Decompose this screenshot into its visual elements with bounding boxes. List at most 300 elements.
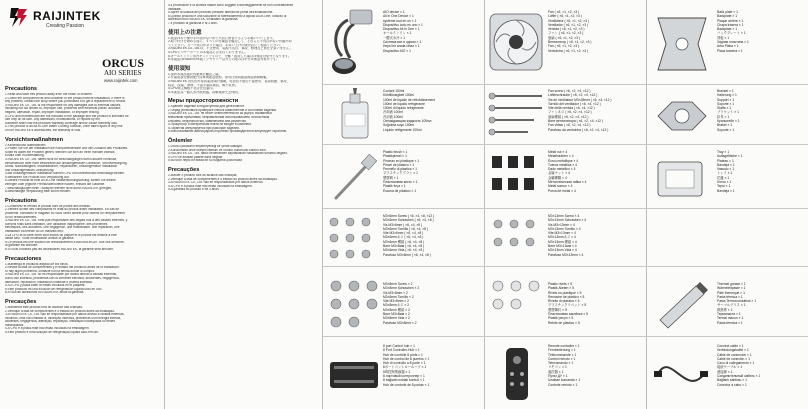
text-line: 5.Ce produit est une solution de refroidissement à eau tout-en-un. Une fois démonté, bbox=[5, 240, 125, 244]
text-line: 5.Este producto es una solución de refrigeración líquida todo en uno. bbox=[5, 287, 103, 291]
text-line: 6.Использование аксессуаров сторонних производителей аннулирует гарантию. bbox=[168, 130, 288, 134]
parts-nut-list bbox=[548, 150, 587, 193]
text-line: 8.Beschädigte Verpackung bitte sofort melden. bbox=[5, 190, 71, 194]
raijintek-logo-icon bbox=[8, 6, 30, 28]
section-title: Precautions bbox=[5, 86, 38, 92]
part-label: Пластиковая заклёпка × 5 bbox=[548, 312, 588, 317]
part-label: 遙控器 × 1 bbox=[548, 369, 564, 374]
part-label: Suporte × 1 bbox=[717, 127, 735, 132]
control-hub-illustration bbox=[326, 344, 382, 400]
parts-m3-screw-b-list bbox=[548, 214, 586, 257]
coolant-bottle-illustration bbox=[334, 88, 380, 140]
product-name: ORCUS bbox=[102, 56, 145, 70]
part-label: Remache de plástico × 5 bbox=[548, 294, 585, 299]
text-line: 3.A RAIJINTEK Co., Ltd. não se responsabiliza por danos externos. bbox=[168, 181, 264, 185]
part-label: Escova de plástico × 1 bbox=[383, 188, 417, 193]
part-label: Пластиковая кисть × 1 bbox=[383, 180, 418, 185]
fan-illustration bbox=[488, 6, 546, 80]
text-line: 3.RAIJINTEK 對於因外部因素造成的損壞，包括但不限於不當使用、電源問題、事故、 bbox=[168, 79, 290, 83]
row-divider bbox=[323, 336, 808, 337]
text-line: acidentes, negligência, alteração, reparação, instalação inadequada ou testes bbox=[5, 320, 116, 324]
section-title: Precauciones bbox=[5, 255, 42, 262]
part-label: 連接線 × 1 bbox=[717, 369, 733, 374]
part-label: Hub di controllo a 8 porte × 1 bbox=[383, 361, 426, 366]
part-label: Metal nut × 4 bbox=[548, 150, 568, 154]
part-label: Vassoio × 1 bbox=[717, 167, 735, 172]
part-label: Rebite de plástico × 5 bbox=[548, 320, 580, 325]
text-line: 3.RAIJINTEK Co., Ltd. is not responsible for any damages due to external causes, bbox=[5, 103, 122, 107]
part-label: Auflagefläche × 1 bbox=[717, 154, 743, 159]
text-line: 4.Процессор и материнская плата не входят в комплект. bbox=[168, 123, 252, 127]
part-label: M3×6mmネジ ( ×6, ×4, ×8 ) bbox=[383, 235, 424, 240]
part-label: M3×6mm 螺絲 ( ×6, ×4, ×8 ) bbox=[383, 239, 425, 244]
text-line: 疏忽、改裝、維修、不當安裝或測試，概不負責。 bbox=[168, 83, 239, 87]
part-label: Soporte × 1 bbox=[717, 101, 735, 106]
part-label: Охлаждающая жидкость 100мл bbox=[383, 119, 432, 124]
part-label: Plastik perçin × 5 bbox=[548, 316, 574, 321]
part-label: Pincel de plástico × 1 bbox=[383, 162, 415, 167]
part-label: Bracket × 1 bbox=[717, 89, 734, 93]
parts-coolant-list bbox=[383, 89, 435, 132]
section-title: 使用上の注意 bbox=[168, 29, 202, 36]
text-line: случаем, небрежностью, изменением или ремонтом. bbox=[168, 119, 247, 123]
part-label: Back plate × 1 bbox=[717, 10, 738, 14]
part-label: Vite della ventola ( ×6, ×4, ×12 ) bbox=[548, 106, 595, 111]
part-label: 接続ケーブル × 1 bbox=[717, 365, 743, 370]
text-line: installate. bbox=[168, 7, 182, 11]
text-line: 3.RAIJINTEK Co., Ltd. harici nedenlerden kaynaklanan hasarlardan sorumlu değildir. bbox=[168, 152, 288, 156]
text-line: Si hay algún problema, contacte con la tienda donde lo compró. bbox=[5, 269, 96, 273]
part-label: Dispositivo All in One × 1 bbox=[383, 27, 420, 32]
part-label: 風扇螺絲 ( ×6, ×2, ×4, ×12 ) bbox=[548, 114, 589, 119]
part-label: Parafuso M3×13mm × 4 bbox=[548, 252, 584, 257]
part-label: Соединительный кабель × 1 bbox=[717, 374, 761, 379]
part-label: Rivetto di plastica × 5 bbox=[548, 299, 580, 304]
text-line: 3.RAIJINTEK Co., Ltd. haftet nicht für Beschädigungen durch äußere Einflüsse, bbox=[5, 157, 118, 161]
part-label: Conector a cabo × 1 bbox=[717, 382, 747, 387]
part-label: Tray × 1 bbox=[717, 150, 730, 154]
part-label: Металлическая гайка × 4 bbox=[548, 180, 587, 185]
column-divider bbox=[484, 0, 485, 409]
part-label: Staffa × 1 bbox=[717, 106, 732, 111]
part-label: Braket × 1 bbox=[717, 123, 733, 128]
part-label: Plaque arrière × 1 bbox=[717, 18, 744, 23]
part-label: Thermal grease × 1 bbox=[717, 282, 746, 286]
part-label: All in One Device × 1 bbox=[383, 14, 414, 19]
brand-name: RAIJINTEK bbox=[33, 9, 101, 23]
text-line: électriques, des accidents, une négligence, une modification, une réparation, une bbox=[5, 226, 120, 230]
text-line: 5.本產品為一體式水冷散熱器，拆解後即失去保固。 bbox=[168, 90, 241, 94]
text-line: 6.本製品はRAIJINTEK製アクセサリー以外との組み合わせは保証対象外です。 bbox=[168, 58, 280, 62]
text-line: 2.Verifique a lista de componentes e o estado do produto antes da instalação. bbox=[168, 177, 278, 181]
text-line: 2.安裝前請先檢查配件清單與產品狀態，如有任何問題請與經銷商聯繫。 bbox=[168, 76, 270, 80]
text-line: 1.製品はお子様の手の届かない所で大切に保管するようお願いいたします。 bbox=[168, 36, 276, 40]
part-label: Ventoinha ( ×6, ×1, ×2, ×3 ) bbox=[548, 48, 589, 53]
text-line: 1.Mantenha este produto fora do alcance das crianças. bbox=[5, 305, 83, 309]
text-line: 1.Kinderschutz aufbewahren. bbox=[5, 143, 47, 147]
part-label: Fernbedienung × 1 bbox=[548, 348, 576, 353]
text-line: 7.Il prodotto di garanzia è di 3 anni. bbox=[168, 21, 218, 25]
part-label: ファンネジ ( ×6, ×2, ×4, ×12 ) bbox=[548, 110, 592, 115]
part-label: Support × 1 bbox=[717, 97, 735, 102]
part-label: Rivets en plastique × 5 bbox=[548, 290, 582, 295]
part-label: Lüfter ( ×6, ×1, ×2, ×3 ) bbox=[548, 14, 582, 19]
text-line: einschließlich aber nicht beschränkt auf unsachgemäßen Gebrauch, Stromversorgung, bbox=[5, 161, 128, 165]
part-label: M3×6mm Vida ( ×6, ×4, ×8 ) bbox=[383, 248, 425, 253]
column-divider bbox=[646, 0, 647, 409]
text-line: てください。万一不具合があった場合、お買い上げの販売店にご相談ください。 bbox=[168, 43, 283, 47]
part-label: Porca de metal × 4 bbox=[548, 188, 576, 193]
m3-screw-13mm-illustration bbox=[488, 214, 548, 264]
part-label: Hub de contrôle 8 ports × 1 bbox=[383, 352, 423, 357]
text-line: 6.Si vous n'utilisez pas les accessoires RAIJINTEK, la garantie sera annulée. bbox=[5, 247, 114, 251]
text-line: 1.Manter o produto fora do alcance das crianças. bbox=[168, 174, 238, 177]
part-label: M3×8mm Vida × 2 bbox=[383, 316, 410, 321]
part-label: Pinceau en plastique × 1 bbox=[383, 158, 420, 163]
part-label: Metal somun × 4 bbox=[548, 184, 573, 189]
part-label: Connect cable × 1 bbox=[717, 344, 744, 348]
text-line: 3.RAIJINTEK Co., Ltd. не несёт ответственности за ущерб, вызванный bbox=[168, 112, 272, 116]
part-label: 散熱膏 × 1 bbox=[717, 307, 733, 312]
text-line: any problem, contact the shop where you purchased it to get a replacement or refund. bbox=[5, 100, 127, 104]
text-line: 6.Dieses Produkt ist eine All-In-One Wasserkühlungslösung; sollten Sie dieses bbox=[5, 179, 116, 183]
part-label: M3×13mmネジ × 4 bbox=[548, 235, 576, 240]
text-line: inadequados. bbox=[5, 323, 25, 327]
part-label: Verbindungskabel × 1 bbox=[717, 348, 749, 353]
part-label: 8ポートコントロールハブ × 1 bbox=[383, 365, 427, 370]
parts-backplate-list bbox=[717, 10, 749, 53]
text-line: 1.Ürünü çocukların erişemeyeceği bir yerde saklayın. bbox=[168, 145, 243, 149]
text-line: 1.請將本產品置於孩童無法觸及之處。 bbox=[168, 72, 222, 76]
part-label: système tout en un × 1 bbox=[383, 18, 417, 23]
part-label: Termal macun × 1 bbox=[717, 316, 744, 321]
text-line: 4.Il processore e la scheda madre sono soggetti a danneggiamenti se non correttamente bbox=[168, 4, 294, 7]
part-label: Control remoto × 1 bbox=[548, 356, 576, 361]
part-label: Ventilador ( ×6, ×1, ×2, ×3 ) bbox=[548, 22, 589, 27]
plastic-rivet-illustration bbox=[488, 276, 548, 332]
part-label: Líquido refrigerante 100ml bbox=[383, 127, 422, 132]
part-label: トレイ × 1 bbox=[717, 171, 733, 176]
part-label: M3×13mm 螺絲 × 4 bbox=[548, 239, 577, 244]
part-label: 托盤 × 1 bbox=[717, 175, 730, 180]
text-line: accessori non RAIJINTEK, invalidano la garanzia. bbox=[168, 18, 239, 22]
text-line: 4.A CPU e a placa-mãe não estão incluídas na embalagem. bbox=[5, 327, 90, 331]
text-line: use only on its own. Any alterations, modifications, or repairs by the bbox=[5, 118, 100, 122]
part-label: Dado metallico × 4 bbox=[548, 167, 576, 172]
text-line: 3.RAIJINTEK Co., Ltd. no es responsable por daños debido a causas externas, bbox=[5, 273, 117, 277]
text-line: 2.Vérifiez la liste des composants et l'état du produit avant installation. En cas de bbox=[5, 208, 120, 212]
part-label: 8埠控制集線器 × 1 bbox=[383, 369, 411, 374]
part-label: Plastikpinsel × 1 bbox=[383, 154, 407, 159]
text-line: 4.CPU and motherboard are not included in the package and the product is intended for bbox=[5, 114, 129, 118]
text-line: ou un remboursement. bbox=[5, 215, 38, 219]
part-label: Hub de control de 8 puertos × 1 bbox=[383, 356, 430, 361]
parts-brush-list bbox=[383, 150, 419, 193]
text-line: 5.Aprire la scatola del prodotto prestare attenzione prima dell'installazione. bbox=[168, 11, 274, 15]
text-line: 2.Prüfen Sie vor der Installation die Komponentenliste und den Zustand des Produktes. bbox=[5, 147, 128, 151]
part-label: M3×6mm Screw ( ×6, ×4, ×8, ×12 ) bbox=[383, 214, 435, 218]
column-divider bbox=[322, 0, 323, 409]
part-label: 100ml de liquide de refroidissement bbox=[383, 97, 436, 102]
text-line: 5.Bewahren Sie Produkt und Verpackung auf. bbox=[5, 175, 70, 179]
part-label: M3×6mm Tornillo ( ×6, ×4, ×8 ) bbox=[383, 226, 429, 231]
text-line: 2.取り付けを始める前に、すべての付属品を確認して、それらに不具合がないか確かめ bbox=[168, 40, 292, 44]
tray-illustration bbox=[652, 152, 712, 206]
text-line: Unfall, Nachlässigkeit, Modifikationen, Reparaturen, unsachgemäße Installation bbox=[5, 165, 118, 169]
part-label: Vis M3×8mm × 2 bbox=[383, 290, 408, 295]
part-label: M3×8mm Tornillo × 2 bbox=[383, 294, 414, 299]
part-label: Plastic brush × 1 bbox=[383, 150, 408, 154]
row-divider bbox=[323, 208, 808, 209]
text-line: 2.Kurulumdan önce bileşen listesini ve ürünün durumunu kontrol edin. bbox=[168, 148, 267, 152]
part-label: Pasta térmica × 1 bbox=[717, 320, 743, 325]
part-label: 扣具 × 1 bbox=[717, 114, 730, 119]
text-line: la garantie est annulée. bbox=[5, 244, 39, 248]
part-label: Bağlantı kablosu × 1 bbox=[717, 378, 747, 383]
part-label: リモコン × 1 bbox=[548, 365, 567, 370]
m3-screw-8mm-illustration bbox=[326, 276, 382, 332]
part-label: Écrou métallique × 4 bbox=[548, 158, 579, 163]
section-title: Precauções bbox=[5, 298, 37, 305]
part-label: Fan ( ×6, ×1, ×2, ×3 ) bbox=[548, 44, 580, 49]
part-label: 金属ナット × 4 bbox=[548, 171, 571, 176]
part-label: Кронштейн × 1 bbox=[717, 119, 740, 124]
part-label: Plastik-Nieten × 5 bbox=[548, 286, 574, 291]
part-label: ファン ( ×6, ×1, ×2, ×3 ) bbox=[548, 31, 584, 36]
part-label: Ventilateur ( ×6, ×1, ×2, ×3 ) bbox=[548, 18, 590, 23]
part-label: M3×8mmネジ × 2 bbox=[383, 303, 410, 308]
section-title: Vorsichtsmaßnahmen bbox=[5, 136, 64, 143]
part-label: Plastik fırça × 1 bbox=[383, 184, 406, 189]
part-label: Вентилятор ( ×6, ×1, ×2, ×3 ) bbox=[548, 40, 592, 45]
text-line: 3.RAIJINTEK Co., Ltd. n'est pas responsable des dégâts dus à des causes externes, y bbox=[5, 219, 128, 223]
part-label: Uzaktan kumanda × 1 bbox=[548, 378, 581, 383]
part-label: Dispositivo AIO × 1 bbox=[383, 48, 411, 53]
part-label: Ventola ( ×6, ×1, ×2, ×3 ) bbox=[548, 27, 585, 32]
m3-screw-illustration bbox=[326, 214, 382, 264]
part-label: Винт M3×6мм ( ×6, ×4, ×8 ) bbox=[383, 244, 425, 249]
text-line: como uso indebido, problemas con la corriente eléctrica, accidentes, negligencia, bbox=[5, 276, 120, 280]
part-label: 風扇 ( ×6, ×1, ×2, ×3 ) bbox=[548, 35, 581, 40]
part-label: M3×8mm Screw × 2 bbox=[383, 282, 413, 286]
text-line: 6.Questo prodotto è una soluzione di raffreddamento a liquido All-in-One; l'utilizzo di bbox=[168, 14, 287, 18]
text-line: 4.La CPU et la carte mère sont exclus du paquet et le produit est destiné à être bbox=[5, 233, 117, 237]
part-label: Vite M3×13mm × 4 bbox=[548, 231, 576, 236]
part-label: Bandeja × 1 bbox=[717, 162, 735, 167]
text-line: alteración, reparación, instalación indebida o prueba indebida. bbox=[5, 280, 93, 284]
text-line: 2.Verifique a lista de componentes e o estado do produto antes da instalação. bbox=[5, 309, 115, 313]
part-label: Pennello di plastica × 1 bbox=[383, 167, 417, 172]
text-line: including but not limited to, improper use, problems with electrical power, accident, bbox=[5, 107, 122, 111]
part-label: Pâte thermique × 1 bbox=[717, 290, 745, 295]
part-label: 8 Port Controller-Hub × 1 bbox=[383, 348, 420, 353]
text-line: внешними причинами, неправильным использованием, несчастным bbox=[168, 116, 270, 120]
text-line: utilisé seul. Toute modification annule la garantie. bbox=[5, 237, 75, 241]
brand-tagline: Creating Passion bbox=[46, 23, 85, 29]
part-label: Система все в одном × 1 bbox=[383, 40, 422, 45]
part-label: Backplate × 1 bbox=[717, 27, 738, 32]
text-line: incluindo, mas não limitado a, utilização indevida, problemas com energia elétrica, bbox=[5, 316, 122, 320]
parts-m3-screw-a-list bbox=[383, 214, 434, 257]
part-label: Винт M3×8мм × 2 bbox=[383, 312, 410, 317]
text-line: 4.A CPU e a placa-mãe não estão incluídas na embalagem. bbox=[168, 184, 253, 188]
plastic-brush-illustration bbox=[328, 152, 380, 204]
row-divider bbox=[647, 84, 808, 85]
product-series: AIO SERIES bbox=[104, 69, 142, 77]
part-label: Vis M3×6mm ( ×6, ×4, ×8 ) bbox=[383, 222, 423, 227]
part-label: Remote controller × 1 bbox=[548, 344, 580, 348]
part-label: Fan screw ( ×6, ×2, ×4, ×12 ) bbox=[548, 89, 591, 93]
part-label: Metallmuttern × 4 bbox=[548, 154, 574, 159]
text-line: customer shall void the products warranty coverage and/or cause warranty loss. bbox=[5, 121, 118, 125]
parts-tray-list bbox=[717, 150, 743, 193]
column-divider bbox=[164, 0, 165, 409]
text-line: zerlegen oder jegliche Fremdzubehörteile nutzen, erlischt die Garantie. bbox=[5, 183, 106, 187]
part-label: 背板 × 1 bbox=[717, 35, 730, 40]
part-label: AIO device × 1 bbox=[383, 10, 405, 14]
part-label: M3×13mm Screw × 4 bbox=[548, 214, 580, 218]
text-line: 4.CPU ve anakart pakete dahil değildir. bbox=[168, 155, 224, 159]
part-label: Vis M3×13mm × 4 bbox=[548, 222, 575, 227]
part-label: 100ml di liquido refrigerante bbox=[383, 106, 424, 111]
text-line: 3.A RAIJINTEK Co., Ltd. não se responsabiliza por danos devido a causas externas, bbox=[5, 313, 125, 317]
part-label: Bandeja × 1 bbox=[717, 188, 735, 193]
parts-remote-list bbox=[548, 344, 580, 387]
text-line: 6.El uso de accesorios no RAIJINTEK anula la garantía. bbox=[5, 291, 85, 295]
parts-m3-screw-c-list bbox=[383, 282, 419, 325]
part-label: 8-портовый контроллер × 1 bbox=[383, 374, 425, 379]
parts-fan-list bbox=[548, 10, 592, 53]
part-label: M3×6mm Schrauben ( ×6, ×4, ×8 ) bbox=[383, 218, 434, 223]
text-line: 5.Este produto é uma solução de refrigeração líquida tudo-em-um. bbox=[5, 331, 99, 335]
part-label: 冷却液 100ml bbox=[383, 110, 403, 115]
part-label: Dispositivo todo en uno × 1 bbox=[383, 22, 423, 27]
fan-screw-illustration bbox=[488, 88, 548, 142]
part-label: Hub de controle de 8 portas × 1 bbox=[383, 382, 430, 387]
part-label: 冷卻液 100ml bbox=[383, 114, 403, 119]
text-line: 1.Conservez et rendez le produit hors de portée des enfants. bbox=[5, 204, 91, 208]
aio-device-illustration bbox=[328, 6, 380, 80]
part-label: Télécommande × 1 bbox=[548, 352, 577, 357]
part-label: サーマルグリス × 1 bbox=[717, 303, 746, 308]
part-label: 塑膠刷 × 1 bbox=[383, 175, 399, 180]
part-label: Lüfterschraube ( ×6, ×2, ×4, ×12 ) bbox=[548, 93, 598, 98]
text-line: Ersatz oder Rückerstattung. bbox=[5, 154, 45, 158]
parts-hub-list bbox=[383, 344, 429, 387]
bracket-illustration bbox=[652, 90, 712, 142]
part-label: Fan ( ×6, ×1, ×2, ×3 ) bbox=[548, 10, 580, 14]
part-label: Пульт ДУ × 1 bbox=[548, 374, 568, 379]
part-label: Backplate × 1 bbox=[717, 14, 738, 19]
part-label: Задняя пластина × 1 bbox=[717, 40, 749, 45]
part-label: Термопаста × 1 bbox=[717, 312, 741, 317]
part-label: Soğutma suyu 100ml bbox=[383, 123, 414, 128]
part-label: Vite M3×6mm ( ×6, ×4, ×8 ) bbox=[383, 231, 424, 236]
part-label: Fan vidası ( ×6, ×2, ×4, ×12 ) bbox=[548, 123, 591, 128]
part-label: Pasta térmica × 1 bbox=[717, 294, 743, 299]
part-label: Cavo di collegamento × 1 bbox=[717, 361, 755, 366]
text-line: compris mais sans limitation, une utilisation inappropriée, des problèmes bbox=[5, 222, 108, 226]
parts-cable-list bbox=[717, 344, 760, 387]
text-line: 7.Beschädigungen beim Transport werden nicht durch RAIJINTEK geregelt. bbox=[5, 186, 112, 190]
part-label: Hepsi bir arada cihaz × 1 bbox=[383, 44, 420, 49]
part-label: 100ml de líquido refrigerante bbox=[383, 101, 425, 106]
text-line: und unsachgemäßes Überprüfung. bbox=[5, 168, 55, 172]
metal-nut-illustration bbox=[488, 150, 548, 204]
parts-fan-screw-list bbox=[548, 89, 612, 132]
part-label: Tuerca metálica × 4 bbox=[548, 162, 577, 167]
part-label: 8 port Control hub × 1 bbox=[383, 344, 415, 348]
text-line: 5.This product is an All-In-One Water Cooling Solution, once taken apart or any use bbox=[5, 125, 123, 129]
text-line: 5.Bu ürün hepsi bir arada bir su soğutma çözümüdür. bbox=[168, 159, 243, 163]
text-line: neglect, alteration, repair, improper installation, or improper testing. bbox=[5, 110, 100, 114]
part-label: Винт M3×13мм × 4 bbox=[548, 244, 577, 249]
part-label: Controle remoto × 1 bbox=[548, 382, 578, 387]
part-label: Vite M3×8mm × 2 bbox=[383, 299, 409, 304]
part-label: Tepsi × 1 bbox=[717, 184, 731, 189]
part-label: オールインワン × 1 bbox=[383, 31, 412, 36]
part-label: Parafuso da ventoinha ( ×6, ×2, ×4, ×12 ) bbox=[548, 127, 609, 132]
row-divider bbox=[323, 84, 646, 85]
section-title: Precauções bbox=[168, 167, 200, 173]
thermal-grease-illustration bbox=[652, 276, 712, 332]
section-title: 使用須知 bbox=[168, 65, 191, 72]
part-label: Parafuso M3×8mm × 2 bbox=[383, 320, 417, 325]
part-label: Wärmeleitpaste × 1 bbox=[717, 286, 746, 291]
text-line: 2.Перед установкой проверьте список компонентов и состояние изделия. bbox=[168, 108, 277, 112]
text-line: 5.Гарантия аннулируется при разборке изделия. bbox=[168, 126, 240, 130]
part-label: Vis de ventilateur M3×35mm ( ×6, ×4, ×12 ) bbox=[548, 97, 612, 102]
text-line: installation incorrecte ou un mauvais test. bbox=[5, 230, 64, 233]
parts-bracket-list bbox=[717, 89, 740, 132]
part-label: M3×8mm 螺絲 × 2 bbox=[383, 307, 410, 312]
part-label: M3×13mm Schrauben × 4 bbox=[548, 218, 587, 223]
part-label: Cable de conexión × 1 bbox=[717, 356, 750, 361]
text-line: 3.RAIJINTEK Co., Ltd.は、不正使用、電源不具合、事故、修理など責任を負いません。 bbox=[168, 47, 293, 51]
part-label: プラスチックブラシ × 1 bbox=[383, 171, 418, 176]
part-label: Halterung × 1 bbox=[717, 93, 737, 98]
part-label: M3×13mm Tornillo × 4 bbox=[548, 226, 581, 231]
text-line: 5.オールインワン水冷キットですので、分解・改造した場合は保証対象外となります。 bbox=[168, 54, 292, 58]
part-label: Telecomando × 1 bbox=[548, 361, 574, 366]
row-divider bbox=[323, 144, 808, 145]
part-label: Kühlflüssigkeit 100ml bbox=[383, 93, 414, 98]
precautions-column-1 bbox=[5, 86, 161, 406]
part-label: Plastic rivets × 5 bbox=[548, 282, 573, 286]
remote-controller-illustration bbox=[490, 344, 546, 404]
row-divider bbox=[323, 266, 808, 267]
text-line: 4.CPU與主機板不包含在包裝內。 bbox=[168, 87, 216, 91]
part-label: 塑膠鉚釘 × 5 bbox=[548, 307, 567, 312]
text-line: 1.Mantenga el producto alejado de los niños. bbox=[5, 262, 69, 266]
text-line: 4.Bei unsachgemäßer Installation können CPU und Motherboard beschädigt werden. bbox=[5, 172, 125, 176]
part-label: 一體式水冷 × 1 bbox=[383, 35, 406, 40]
section-title: Меры предосторожности bbox=[168, 98, 239, 105]
text-line: 1.Read and save this product away from the reach of children. bbox=[5, 93, 93, 96]
text-line: 2.Revise la lista de componentes y el estado del producto antes de la instalación. bbox=[5, 266, 120, 270]
part-label: プラスチックリベット × 5 bbox=[548, 303, 587, 308]
part-label: Chapa trasera × 1 bbox=[717, 22, 744, 27]
text-line: 5.A garantia do produto é de 3 anos. bbox=[168, 188, 220, 192]
part-label: Pasta Termoconduttiva × 1 bbox=[717, 299, 757, 304]
part-label: Parafuso M3×6mm ( ×6, ×4, ×8 ) bbox=[383, 252, 431, 257]
backplate-illustration bbox=[652, 8, 712, 80]
part-label: M3×8mm Schrauben × 2 bbox=[383, 286, 420, 291]
parts-aio-list bbox=[383, 10, 423, 53]
parts-rivet-list bbox=[548, 282, 588, 325]
section-title: Önlemler bbox=[168, 138, 193, 145]
text-line: 1.Храните изделие в недоступном для детей месте. bbox=[168, 105, 246, 109]
